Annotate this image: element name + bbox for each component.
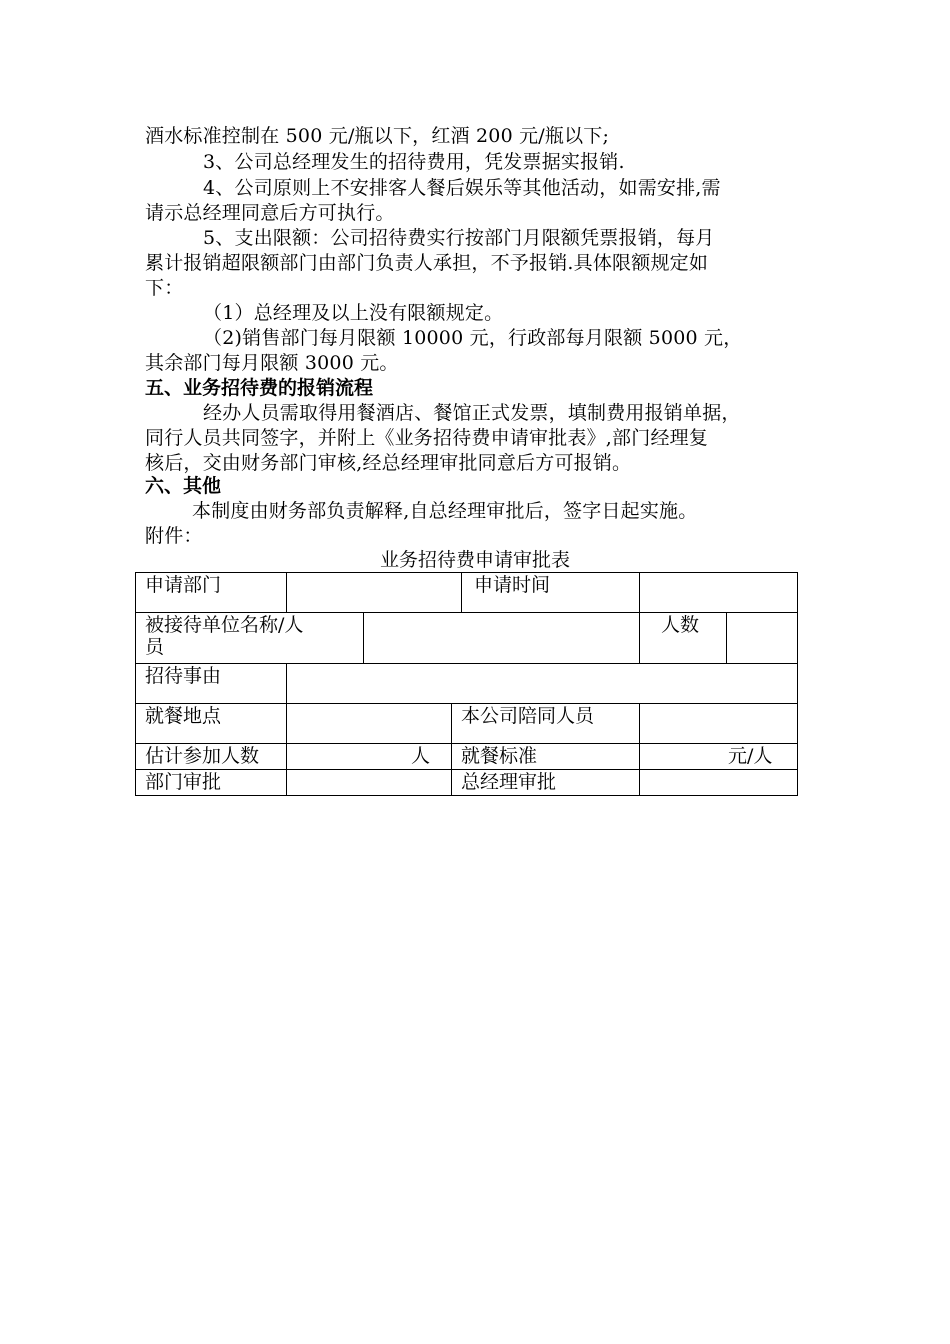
paragraph-line: 核后，交由财务部门审核,经总经理审批同意后方可报销。	[145, 452, 632, 474]
label-apply-time: 申请时间	[461, 572, 640, 613]
sub-item-1: （1）总经理及以上没有限额规定。	[203, 302, 504, 324]
label-accompany: 本公司陪同人员	[451, 703, 640, 744]
label-location: 就餐地点	[135, 703, 287, 744]
sub-item-2: （2)销售部门每月限额 10000 元，行政部每月限额 5000 元，	[203, 327, 743, 349]
label-reason: 招待事由	[135, 663, 287, 704]
label-meal-std: 就餐标准	[451, 743, 640, 770]
value-meal-std[interactable]	[639, 743, 798, 770]
approval-form-table	[135, 572, 798, 796]
value-apply-dept[interactable]	[286, 572, 462, 613]
value-gm-approval[interactable]	[639, 769, 798, 796]
paragraph-item-5: 5、支出限额：公司招待费实行按部门月限额凭票报销，每月	[203, 227, 715, 249]
paragraph-line: 其余部门每月限额 3000 元。	[145, 352, 399, 374]
unit-person: 人	[411, 745, 431, 767]
value-people-count[interactable]	[726, 612, 798, 664]
value-dept-approval[interactable]	[286, 769, 452, 796]
attachment-label: 附件：	[145, 525, 203, 547]
unit-yuan-per-person: 元/人	[728, 745, 773, 767]
paragraph-line: 经办人员需取得用餐酒店、餐馆正式发票，填制费用报销单据，	[203, 402, 741, 424]
value-accompany[interactable]	[639, 703, 798, 744]
value-apply-time[interactable]	[639, 572, 798, 613]
paragraph-line: 下：	[145, 277, 184, 299]
value-est-people[interactable]	[286, 743, 452, 770]
paragraph-line: 本制度由财务部负责解释,自总经理审批后，签字日起实施。	[192, 500, 698, 522]
section-heading-5: 五、业务招待费的报销流程	[145, 377, 374, 399]
section-heading-6: 六、其他	[145, 475, 222, 497]
value-reason[interactable]	[286, 663, 798, 704]
paragraph-line: 累计报销超限额部门由部门负责人承担，不予报销.具体限额规定如	[145, 252, 709, 274]
value-location[interactable]	[286, 703, 452, 744]
paragraph-item-4: 4、公司原则上不安排客人餐后娱乐等其他活动，如需安排,需	[203, 177, 721, 199]
paragraph-line: 同行人员共同签字，并附上《业务招待费申请审批表》,部门经理复	[145, 427, 709, 449]
form-title: 业务招待费申请审批表	[379, 549, 570, 571]
label-dept-approval: 部门审批	[135, 769, 287, 796]
label-est-people: 估计参加人数	[135, 743, 287, 770]
paragraph-line: 酒水标准控制在 500 元/瓶以下，红酒 200 元/瓶以下;	[145, 125, 610, 147]
paragraph-item-3: 3、公司总经理发生的招待费用，凭发票据实报销.	[203, 151, 625, 173]
label-apply-dept: 申请部门	[135, 572, 287, 613]
label-host-unit: 被接待单位名称/人 员	[135, 612, 364, 664]
value-host-unit[interactable]	[363, 612, 640, 664]
label-people-count: 人数	[639, 612, 727, 664]
label-gm-approval: 总经理审批	[451, 769, 640, 796]
paragraph-line: 请示总经理同意后方可执行。	[145, 202, 395, 224]
